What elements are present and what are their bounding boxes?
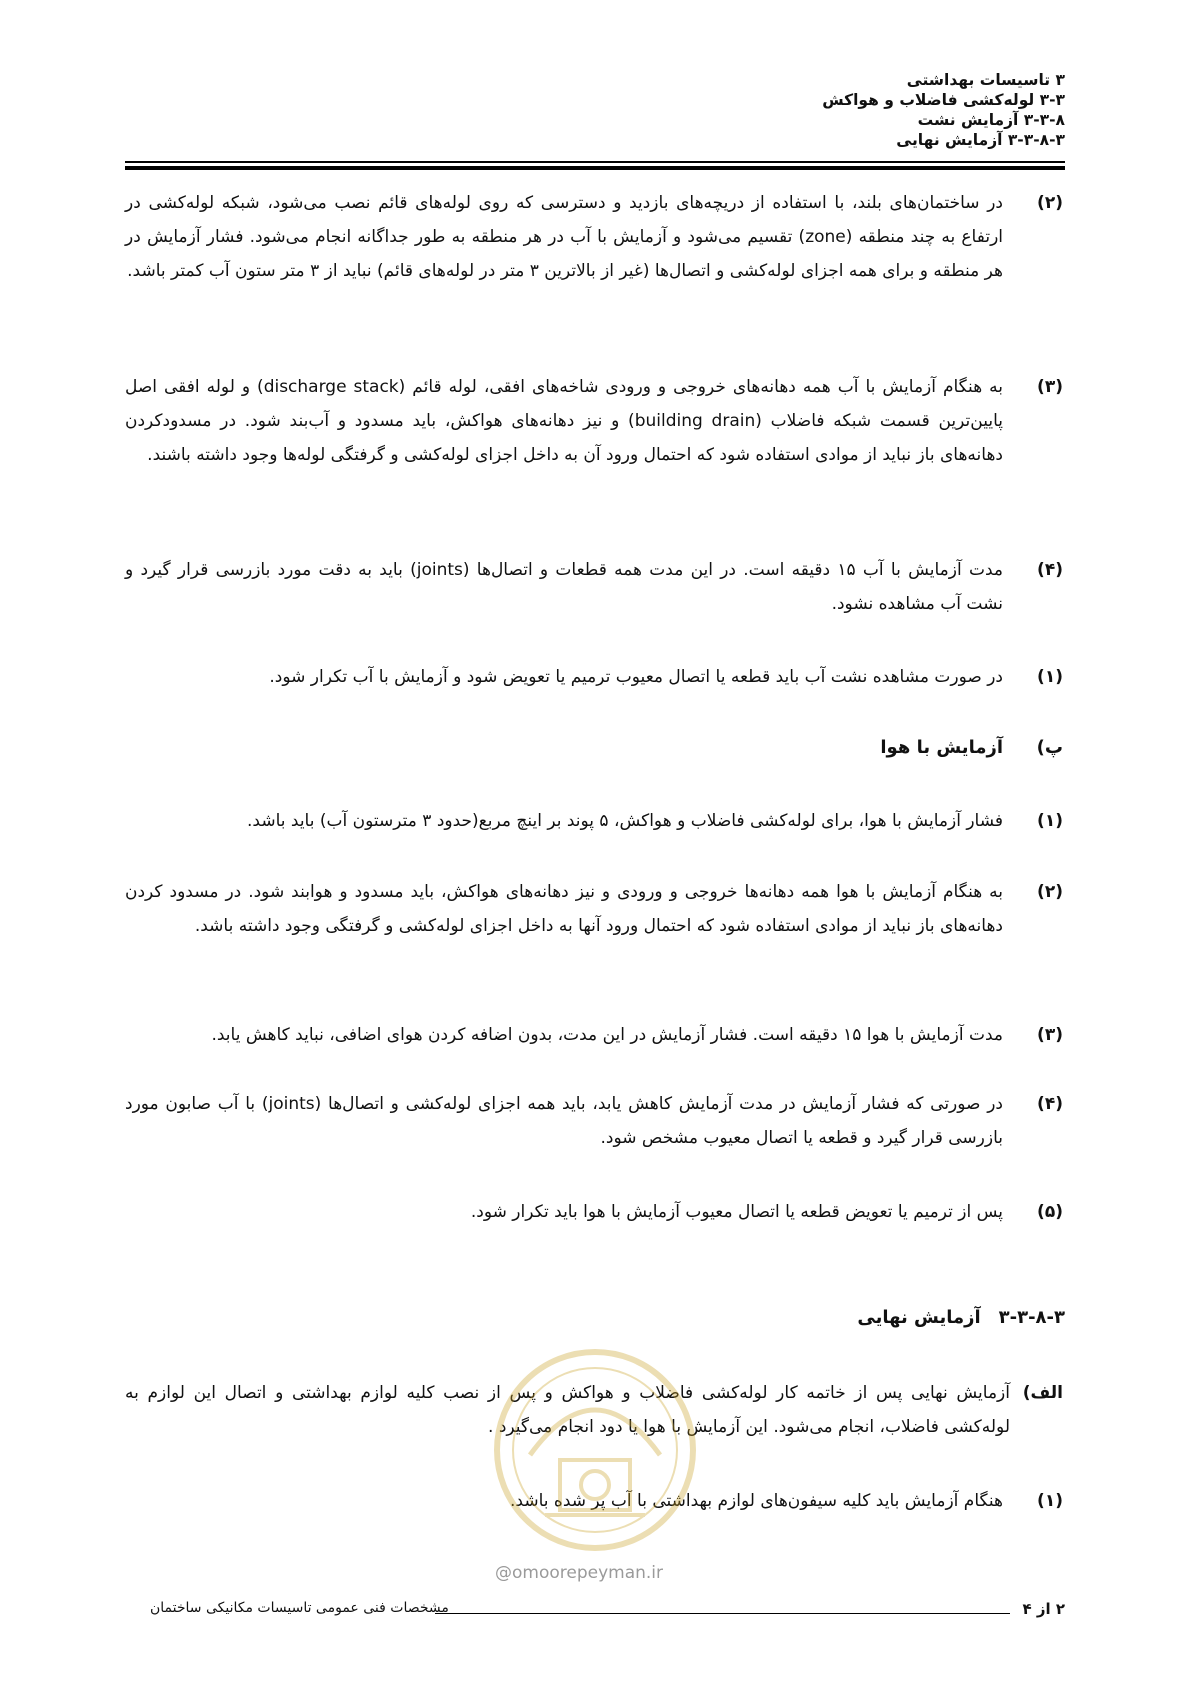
watermark-seal-icon [490,1345,700,1555]
section-title-text: آزمایش نهایی [857,1307,981,1328]
clause-text: فشار آزمایش با هوا، برای لوله‌کشی فاضلاب و هواکش، ۵ پوند بر اینچ مربع(حدود ۳ مترستون آب) باید باشد. [247,811,1003,831]
clause-text: به هنگام آزمایش با آب همه دهانه‌های خروجی و ورودی شاخه‌های افقی، لوله قائم (discharge stack) و لوله افقی اصل پایین‌ترین قسمت شبکه فاضلاب (building drain) و نیز دهانه‌های هواکش، باید مسدود و آب‌بند شود. در مسدودکردن دهانه‌های باز نباید از موادی استفاده شود که احتمال ورود آن به داخل اجزای لوله‌کشی و گرفتگی لوله‌ها وجود داشته باشند. [125,377,1003,465]
page-number: ۲ از ۴ [1022,1600,1065,1618]
header-subsubsection: ۳-۳-۸-۳ آزمایش نهایی [896,131,1065,149]
clause-item [125,875,1065,980]
header-section: ۳-۳ لوله‌کشی فاضلاب و هواکش [822,91,1065,109]
clause-letter: الف) [1022,1383,1063,1403]
clause-text: هنگام آزمایش باید کلیه سیفون‌های لوازم بهداشتی با آب پر شده باشد. [510,1491,1003,1511]
clause-item [125,186,1065,326]
heading-text: آزمایش با هوا [880,737,1003,758]
clause-number: (۴) [1037,560,1063,580]
heading-letter: پ) [1036,737,1063,758]
header-subsection: ۳-۳-۸ آزمایش نشت [917,111,1065,129]
clause-text: پس از ترمیم یا تعویض قطعه یا اتصال معیوب آزمایش با هوا باید تکرار شود. [470,1202,1003,1222]
clause-item [125,660,1065,694]
clause-text: به هنگام آزمایش با هوا همه دهانه‌ها خروجی و ورودی و نیز دهانه‌های هواکش، باید مسدود و هوابند شود. در مسدود کردن دهانه‌های باز نباید از موادی استفاده شود که احتمال ورود آنها به داخل اجزای لوله‌کشی و گرفتگی وجود داشته باشد. [125,882,1003,936]
section-heading [839,1307,1065,1328]
clause-number: (۱) [1037,811,1063,831]
clause-text: در ساختمان‌های بلند، با استفاده از دریچه‌های بازدید و دسترسی که روی لوله‌های قائم نصب می‌شود، شبکه لوله‌کشی در ارتفاع به چند منطقه (zone) تقسیم می‌شود و آزمایش با آب در هر منطقه به طور جداگانه انجام می‌شود. فشار آزمایش در هر منطقه و برای همه اجزای لوله‌کشی و اتصال‌ها (غیر از بالاترین ۳ متر در لوله‌های قائم) نباید از ۳ متر ستون آب کمتر باشد. [125,193,1004,281]
clause-item [125,1087,1065,1157]
clause-number: (۲) [1037,882,1063,902]
clause-number: (۲) [1037,193,1063,213]
clause-item [125,553,1065,623]
running-header [125,70,1065,150]
section-number: ۳-۳-۸-۳ [998,1307,1065,1328]
subsection-heading [125,731,1065,765]
clause-number: (۱) [1037,667,1063,687]
clause-number: (۳) [1037,1025,1063,1045]
footer-rule [435,1613,1010,1614]
clause-text: در صورت مشاهده نشت آب باید قطعه یا اتصال معیوب ترمیم یا تعویض شود و آزمایش با آب تکرار شود. [269,667,1003,687]
clause-text: مدت آزمایش با آب ۱۵ دقیقه است. در این مدت همه قطعات و اتصال‌ها (joints) باید به دقت مورد بازرسی قرار گیرد و نشت آب مشاهده نشود. [125,560,1003,614]
clause-text: آزمایش نهایی پس از خاتمه کار لوله‌کشی فاضلاب و هواکش و پس از نصب کلیه لوازم بهداشتی و اتصال این لوازم به لوله‌کشی فاضلاب، انجام می‌شود. این آزمایش با هوا یا دود انجام می‌گیرد . [125,1383,1010,1437]
clause-number: (۵) [1037,1202,1063,1222]
header-chapter: ۳ تاسیسات بهداشتی [906,71,1065,89]
clause-item [125,1018,1065,1052]
footer-doc-title: مشخصات فنی عمومی تاسیسات مکانیکی ساختمان [150,1600,449,1616]
header-rule-thin [125,161,1065,163]
clause-text: مدت آزمایش با هوا ۱۵ دقیقه است. فشار آزمایش در این مدت، بدون اضافه کردن هوای اضافی، نباید کاهش یابد. [211,1025,1003,1045]
clause-number: (۱) [1037,1491,1063,1511]
clause-number: (۴) [1037,1094,1063,1114]
clause-text: در صورتی که فشار آزمایش در مدت آزمایش کاهش یابد، باید همه اجزای لوله‌کشی و اتصال‌ها (joints) با آب صابون مورد بازرسی قرار گیرد و قطعه یا اتصال معیوب مشخص شود. [125,1094,1004,1148]
header-rule-thick [125,166,1065,170]
clause-number: (۳) [1037,377,1063,397]
clause-item [125,804,1065,838]
watermark-url: @omoorepeyman.ir [495,1563,664,1583]
clause-item [125,370,1065,510]
clause-item [125,1195,1065,1229]
